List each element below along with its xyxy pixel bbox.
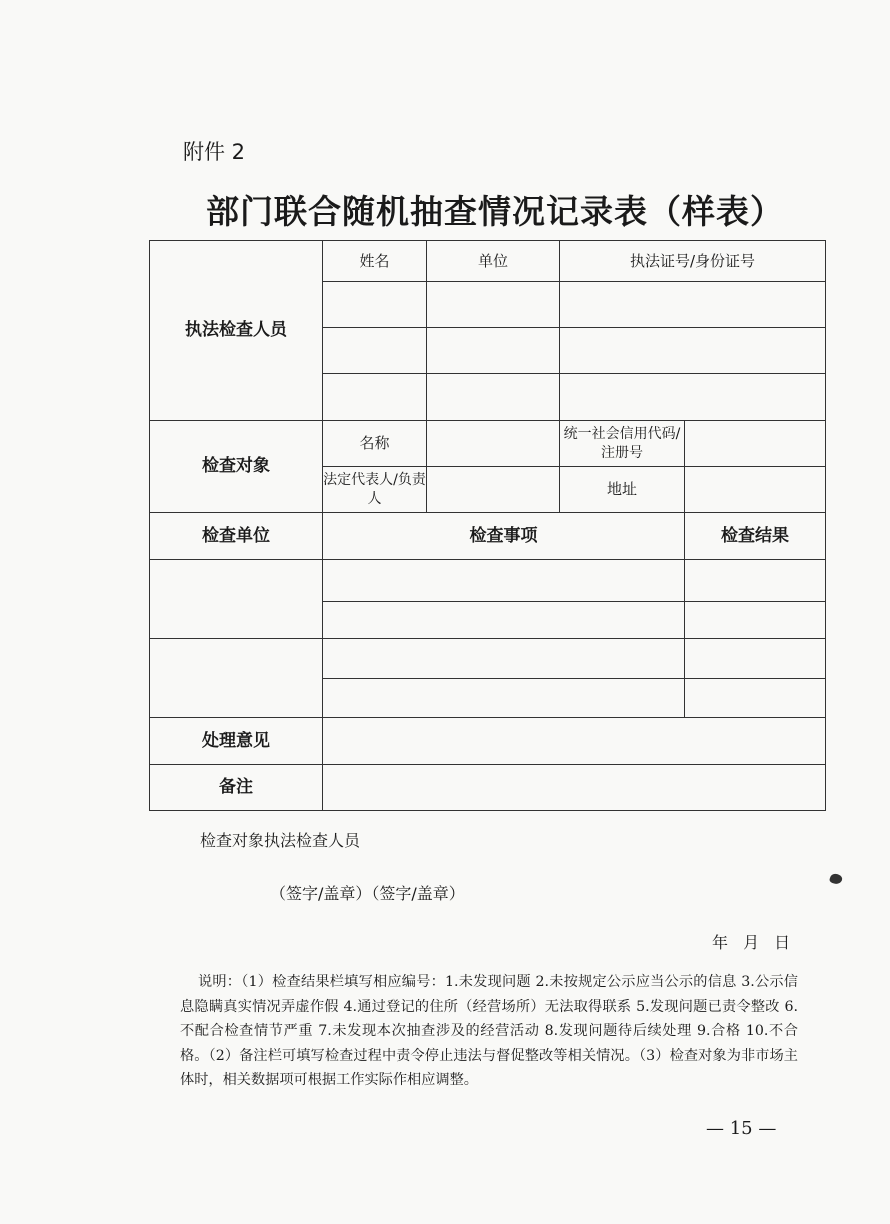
opinion-value[interactable] bbox=[323, 718, 826, 765]
target-address-value[interactable] bbox=[685, 467, 826, 513]
inspection-item-cell[interactable] bbox=[323, 560, 685, 602]
record-table bbox=[149, 240, 826, 811]
table-row bbox=[150, 639, 826, 679]
target-legal-rep-value[interactable] bbox=[427, 467, 560, 513]
target-section-label: 检查对象 bbox=[150, 421, 323, 513]
inspection-result-cell[interactable] bbox=[685, 679, 826, 718]
inspection-result-cell[interactable] bbox=[685, 560, 826, 602]
inspector-id-cell[interactable] bbox=[560, 374, 826, 421]
inspection-header-row bbox=[150, 513, 826, 560]
inspector-id-header: 执法证号/身份证号 bbox=[560, 241, 826, 282]
inspector-name-cell[interactable] bbox=[323, 328, 427, 374]
target-name-value[interactable] bbox=[427, 421, 560, 467]
inspector-id-cell[interactable] bbox=[560, 328, 826, 374]
inspection-unit-cell[interactable] bbox=[150, 560, 323, 639]
inspector-unit-cell[interactable] bbox=[427, 328, 560, 374]
inspection-unit-cell[interactable] bbox=[150, 639, 323, 718]
remarks-value[interactable] bbox=[323, 765, 826, 811]
opinion-row bbox=[150, 718, 826, 765]
inspection-item-cell[interactable] bbox=[323, 679, 685, 718]
attachment-label: 附件 2 bbox=[183, 140, 246, 164]
inspector-name-cell[interactable] bbox=[323, 282, 427, 328]
inspection-item-cell[interactable] bbox=[323, 602, 685, 639]
inspection-result-cell[interactable] bbox=[685, 602, 826, 639]
inspector-unit-header: 单位 bbox=[427, 241, 560, 282]
remarks-label: 备注 bbox=[150, 765, 323, 811]
target-address-label: 地址 bbox=[560, 467, 685, 513]
notes-paragraph: 说明：（1）检查结果栏填写相应编号：1.未发现问题 2.未按规定公示应当公示的信息 3.公示信息隐瞒真实情况弄虚作假 4.通过登记的住所（经营场所）无法取得联系 5.发现问题已责令整改 6.不配合检查情节严重 7.未发现本次抽查涉及的经营活动 8.发现问题待后续处理 9.合格 10.不合格。（2）备注栏可填写检查过程中责令停止违法与督促整改等相关情况。（3）检查对象为非市场主体时，相关数据项可根据工作实际作相应调整。 bbox=[180, 974, 798, 1088]
inspector-unit-cell[interactable] bbox=[427, 374, 560, 421]
inspectors-section-label: 执法检查人员 bbox=[150, 241, 323, 421]
opinion-label: 处理意见 bbox=[150, 718, 323, 765]
inspector-name-cell[interactable] bbox=[323, 374, 427, 421]
signature-line: 检查对象执法检查人员 bbox=[200, 831, 361, 850]
signature-stamp-line: （签字/盖章）（签字/盖章） bbox=[270, 884, 465, 903]
target-name-label: 名称 bbox=[323, 421, 427, 467]
inspector-id-cell[interactable] bbox=[560, 282, 826, 328]
date-line: 年 月 日 bbox=[712, 933, 791, 952]
inspector-unit-cell[interactable] bbox=[427, 282, 560, 328]
inspector-name-header: 姓名 bbox=[323, 241, 427, 282]
target-credit-code-label: 统一社会信用代码/注册号 bbox=[560, 421, 685, 467]
inspector-header-row bbox=[150, 241, 826, 282]
document-title: 部门联合随机抽查情况记录表（样表） bbox=[206, 192, 784, 231]
table-row bbox=[150, 560, 826, 602]
inspection-unit-header: 检查单位 bbox=[150, 513, 323, 560]
page-number: — 15 — bbox=[706, 1118, 777, 1139]
target-row-name bbox=[150, 421, 826, 467]
remarks-row bbox=[150, 765, 826, 811]
inspection-item-cell[interactable] bbox=[323, 639, 685, 679]
target-credit-code-value[interactable] bbox=[685, 421, 826, 467]
inspection-items-header: 检查事项 bbox=[323, 513, 685, 560]
inspection-result-cell[interactable] bbox=[685, 639, 826, 679]
inspection-result-header: 检查结果 bbox=[685, 513, 826, 560]
target-legal-rep-label: 法定代表人/负责人 bbox=[323, 467, 427, 513]
